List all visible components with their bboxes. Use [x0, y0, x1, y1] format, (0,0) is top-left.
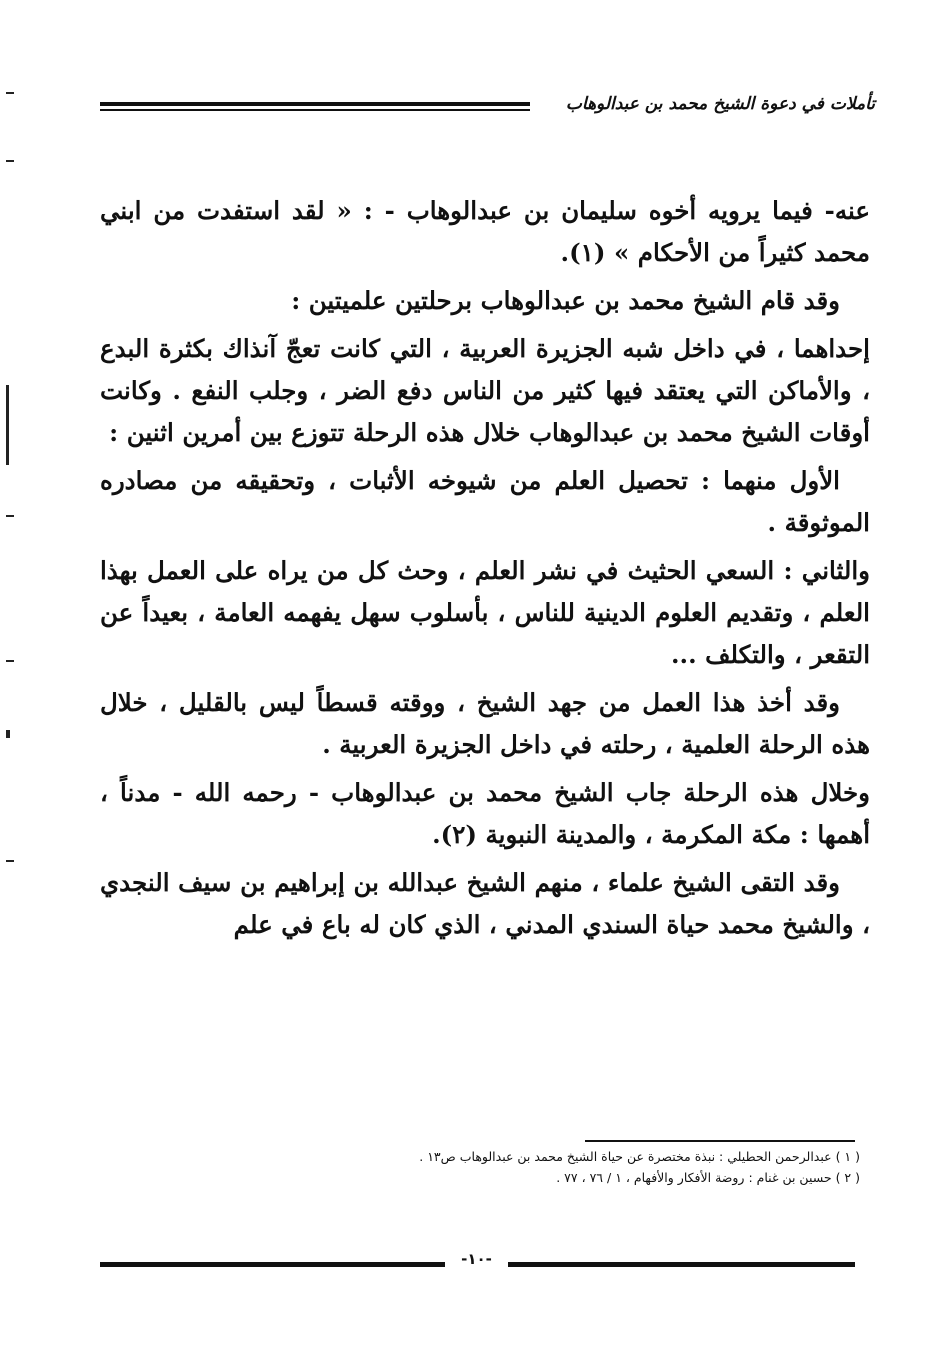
- running-header: [100, 92, 875, 132]
- scan-edge-mark: [6, 515, 14, 517]
- header-rule-thin: [100, 109, 530, 111]
- footnotes: [300, 1146, 860, 1188]
- header-rule-thick: [100, 102, 530, 106]
- footnote-separator: [585, 1140, 855, 1142]
- paragraph-5: والثاني : السعي الحثيث في نشر العلم ، وحث كل من يراه على العمل بهذا العلم ، وتقديم العلوم الدينية للناس ، بأسلوب سهل يفهمه العامة ، بعيداً عن التقعر ، والتكلف ...: [100, 556, 870, 669]
- paragraph-4: الأول منهما : تحصيل العلم من شيوخه الأثبات ، وتحقيقه من مصادره الموثوقة .: [100, 466, 870, 537]
- paragraph-3: إحداهما ، في داخل شبه الجزيرة العربية ، التي كانت تعجّ آنذاك بكثرة البدع ، والأماكن التي يعتقد فيها كثير من الناس دفع الضر ، وجلب النفع . وكانت أوقات الشيخ محمد بن عبدالوهاب خلال هذه الرحلة تتوزع بين أمرين اثنين :: [100, 334, 870, 447]
- paragraph-7: وخلال هذه الرحلة جاب الشيخ محمد بن عبدالوهاب - رحمه الله - مدناً ، أهمها : مكة المكرمة ، والمدينة النبوية (٢).: [100, 778, 870, 849]
- paragraph-6: وقد أخذ هذا العمل من جهد الشيخ ، ووقته قسطاً ليس بالقليل ، خلال هذه الرحلة العلمية ، رحلته في داخل الجزيرة العربية .: [100, 688, 870, 759]
- footnote-2: ( ٢ ) حسين بن غنام : روضة الأفكار والأفهام ، ١ / ٧٦ ، ٧٧ .: [556, 1170, 860, 1185]
- scan-edge-mark: [6, 160, 14, 162]
- scan-edge-mark: [6, 92, 14, 94]
- footer-rule-right: [508, 1262, 855, 1267]
- scan-edge-mark: [6, 660, 14, 662]
- scan-edge-mark: [6, 730, 10, 738]
- body-text: [100, 190, 870, 952]
- paragraph-8: وقد التقى الشيخ علماء ، منهم الشيخ عبدالله بن إبراهيم بن سيف النجدي ، والشيخ محمد حياة السندي المدني ، الذي كان له باع في علم: [100, 868, 870, 939]
- scan-edge-mark: [6, 860, 14, 862]
- paragraph-2: وقد قام الشيخ محمد بن عبدالوهاب برحلتين علميتين :: [291, 286, 840, 315]
- footer-rule-left: [100, 1262, 445, 1267]
- paragraph-1: عنه- فيما يرويه أخوه سليمان بن عبدالوهاب - : « لقد استفدت من ابني محمد كثيراً من الأحكام » (١).: [100, 196, 870, 267]
- running-header-title: تأملات في دعوة الشيخ محمد بن عبدالوهاب: [565, 94, 875, 114]
- page-number: -١٠-: [461, 1250, 492, 1268]
- scan-edge-mark: [6, 385, 9, 465]
- footnote-1: ( ١ ) عبدالرحمن الحطيلي : نبذة مختصرة عن حياة الشيخ محمد بن عبدالوهاب ص١٣ .: [419, 1149, 860, 1164]
